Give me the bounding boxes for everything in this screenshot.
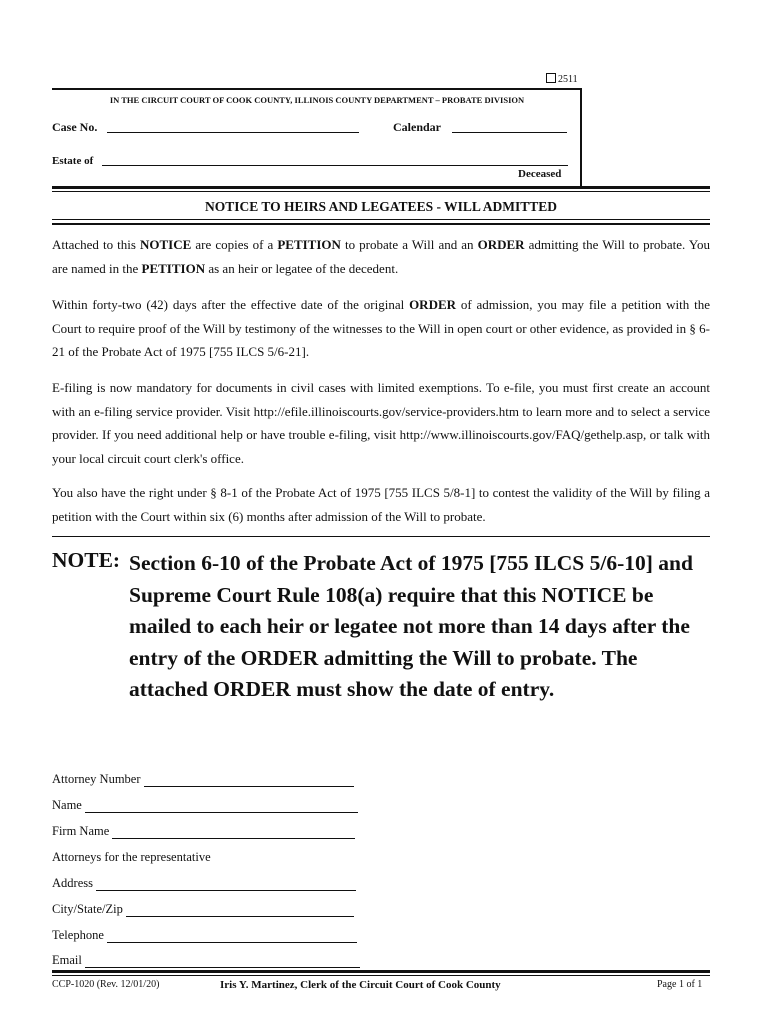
telephone-row: [52, 925, 357, 943]
attorney-number-row: [52, 769, 354, 787]
checkbox-icon: [546, 73, 556, 83]
email-label: Email: [52, 953, 82, 967]
address-label: Address: [52, 876, 93, 890]
deceased-label: Deceased: [518, 168, 562, 180]
footer-rule-thin: [52, 975, 710, 976]
title-rule: [52, 223, 710, 225]
footer-rule: [52, 970, 710, 973]
email-field[interactable]: [85, 954, 360, 968]
attorneys-for-row: [52, 847, 211, 865]
email-row: [52, 950, 360, 968]
address-field[interactable]: [96, 877, 356, 891]
estate-of-field[interactable]: [102, 152, 568, 166]
name-label: Name: [52, 798, 82, 812]
telephone-field[interactable]: [107, 929, 357, 943]
paragraph-efiling: E-filing is now mandatory for documents in civil cases with limited exemptions. To e-file, you must first create an account with an e-filing service provider. Visit http://efile.illinoiscourts.gov/service-providers.htm to learn more and to select a service provider. If you need additional help or have trouble e-filing, visit http://www.illinoiscourts.gov/FAQ/gethelp.asp, or talk with your local circuit court clerk's office.: [52, 380, 710, 466]
address-row: [52, 873, 356, 891]
firm-name-label: Firm Name: [52, 824, 110, 838]
case-no-field[interactable]: [107, 118, 359, 133]
paragraph-attached: Attached to this NOTICE are copies of a PETITION to probate a Will and an ORDER admitting the Will to probate. You are named in the PETITION as an heir or legatee of the decedent.: [52, 237, 710, 276]
note-label: NOTE:: [52, 548, 121, 572]
attorney-number-field[interactable]: [144, 773, 354, 787]
firm-name-row: [52, 821, 355, 839]
header-top-rule: [52, 88, 582, 90]
title-rule-thin: [52, 219, 710, 220]
calendar-field[interactable]: [452, 118, 567, 133]
notice-title: NOTICE TO HEIRS AND LEGATEES - WILL ADMITTED: [205, 199, 557, 214]
telephone-label: Telephone: [52, 928, 104, 942]
page-number: Page 1 of 1: [657, 979, 703, 990]
city-state-zip-field[interactable]: [126, 903, 354, 917]
note-text: Section 6-10 of the Probate Act of 1975 [755 ILCS 5/6-10] and Supreme Court Rule 108(a) require that this NOTICE be mailed to each heir or legatee not more than 14 days after the entry of the ORDER admitting the Will to probate. The attached ORDER must show the date of entry.: [129, 551, 693, 701]
clerk-name: Iris Y. Martinez, Clerk of the Circuit Court of Cook County: [220, 979, 501, 991]
city-state-zip-label: City/State/Zip: [52, 902, 123, 916]
name-row: [52, 795, 358, 813]
case-no-label: Case No.: [52, 120, 98, 134]
calendar-label: Calendar: [393, 120, 441, 134]
name-field[interactable]: [85, 799, 358, 813]
city-state-zip-row: [52, 899, 354, 917]
section-divider: [52, 536, 710, 537]
paragraph-within-42-days: Within forty-two (42) days after the effective date of the original ORDER of admission, you may file a petition with the Court to require proof of the Will by testimony of the witnesses to the Will in open court or other evidence, as provided in § 6-21 of the Probate Act of 1975 [755 ILCS 5/6-21].: [52, 297, 710, 359]
header-bottom-rule: [52, 186, 710, 189]
firm-name-field[interactable]: [112, 825, 355, 839]
form-code-number: 2511: [558, 74, 578, 85]
paragraph-contest-right: You also have the right under § 8-1 of the Probate Act of 1975 [755 ILCS 5/8-1] to contest the validity of the Will by filing a petition with the Court within six (6) months after admission of the Will to probate.: [52, 485, 710, 524]
header-bottom-rule-thin: [52, 191, 710, 192]
form-id: CCP-1020 (Rev. 12/01/20): [52, 979, 160, 990]
attorney-number-label: Attorney Number: [52, 772, 141, 786]
form-code: [546, 73, 578, 85]
header-right-border: [580, 88, 582, 188]
attorneys-for-label: Attorneys for the representative: [52, 850, 211, 864]
court-title: IN THE CIRCUIT COURT OF COOK COUNTY, ILLINOIS COUNTY DEPARTMENT – PROBATE DIVISION: [109, 95, 525, 105]
estate-of-label: Estate of: [52, 155, 94, 167]
